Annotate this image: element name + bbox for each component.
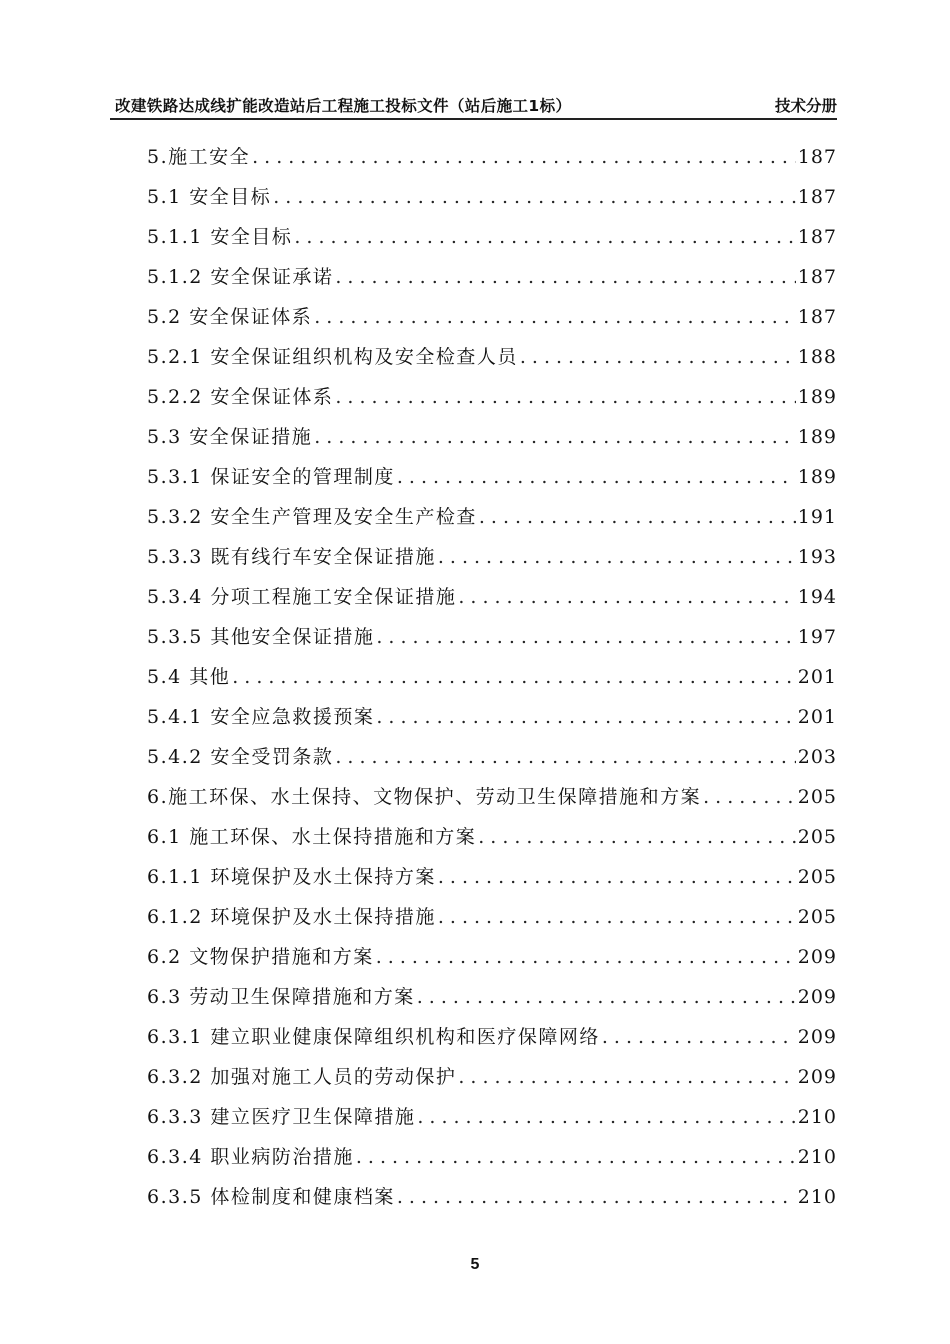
toc-entry-page: 193	[797, 546, 837, 568]
toc-dot-leader	[438, 906, 796, 928]
toc-entry-title: 5.2 安全保证体系	[147, 306, 313, 328]
toc-entry[interactable]	[147, 542, 837, 582]
toc-entry[interactable]	[147, 782, 837, 822]
toc-entry[interactable]	[147, 582, 837, 622]
toc-dot-leader	[273, 186, 795, 208]
toc-dot-leader	[356, 1146, 796, 1168]
toc-entry-page: 187	[797, 226, 837, 248]
toc-dot-leader	[252, 146, 796, 168]
toc-entry[interactable]	[147, 702, 837, 742]
toc-entry[interactable]	[147, 662, 837, 702]
toc-entry[interactable]	[147, 462, 837, 502]
toc-dot-leader	[335, 386, 795, 408]
toc-entry-title: 5.1 安全目标	[147, 186, 272, 208]
toc-dot-leader	[438, 546, 796, 568]
toc-entry[interactable]	[147, 622, 837, 662]
toc-entry-title: 5.3.3 既有线行车安全保证措施	[147, 546, 436, 568]
toc-entry-title: 5.2.1 安全保证组织机构及安全检查人员	[147, 346, 518, 368]
toc-entry[interactable]	[147, 262, 837, 302]
toc-entry-page: 187	[797, 266, 837, 288]
toc-dot-leader	[479, 506, 796, 528]
toc-entry-page: 210	[797, 1106, 837, 1128]
toc-entry-title: 6.3.5 体检制度和健康档案	[147, 1186, 395, 1208]
toc-entry[interactable]	[147, 382, 837, 422]
toc-entry-title: 5.3.1 保证安全的管理制度	[147, 466, 395, 488]
table-of-contents	[147, 142, 837, 1222]
page-number: 5	[470, 1256, 480, 1273]
toc-entry[interactable]	[147, 302, 837, 342]
toc-dot-leader	[458, 586, 795, 608]
toc-dot-leader	[314, 426, 795, 448]
toc-entry[interactable]	[147, 1102, 837, 1142]
toc-entry-page: 189	[797, 466, 837, 488]
toc-entry-page: 197	[797, 626, 837, 648]
toc-entry[interactable]	[147, 862, 837, 902]
toc-entry-page: 205	[797, 866, 837, 888]
toc-entry-page: 201	[797, 666, 837, 688]
toc-entry[interactable]	[147, 742, 837, 782]
toc-entry-page: 187	[797, 146, 837, 168]
toc-dot-leader	[376, 706, 795, 728]
toc-dot-leader	[397, 1186, 796, 1208]
toc-entry[interactable]	[147, 942, 837, 982]
toc-dot-leader	[335, 746, 795, 768]
toc-entry-title: 5.4 其他	[147, 666, 231, 688]
toc-entry-page: 187	[797, 186, 837, 208]
toc-entry[interactable]	[147, 902, 837, 942]
toc-entry-page: 187	[797, 306, 837, 328]
toc-entry-title: 6.2 文物保护措施和方案	[147, 946, 374, 968]
toc-entry-page: 209	[797, 1066, 837, 1088]
volume-label: 技术分册	[774, 97, 837, 115]
toc-entry-title: 6.3.4 职业病防治措施	[147, 1146, 354, 1168]
toc-entry-title: 6.3 劳动卫生保障措施和方案	[147, 986, 415, 1008]
toc-entry[interactable]	[147, 182, 837, 222]
toc-entry-title: 5.1.2 安全保证承诺	[147, 266, 334, 288]
document-title: 改建铁路达成线扩能改造站后工程施工投标文件（站后施工1标）	[115, 97, 572, 115]
toc-entry-page: 205	[797, 786, 837, 808]
toc-entry[interactable]	[147, 342, 837, 382]
toc-entry-page: 205	[797, 906, 837, 928]
toc-dot-leader	[294, 226, 795, 248]
toc-dot-leader	[376, 946, 796, 968]
toc-dot-leader	[335, 266, 795, 288]
toc-entry[interactable]	[147, 142, 837, 182]
toc-entry-page: 201	[797, 706, 837, 728]
toc-entry-page: 189	[797, 386, 837, 408]
toc-dot-leader	[438, 866, 796, 888]
toc-entry-page: 191	[797, 506, 837, 528]
toc-entry-title: 6.3.2 加强对施工人员的劳动保护	[147, 1066, 457, 1088]
toc-entry-page: 210	[797, 1186, 837, 1208]
toc-entry-page: 209	[797, 1026, 837, 1048]
toc-entry-title: 6.1.2 环境保护及水土保持措施	[147, 906, 436, 928]
toc-entry-page: 194	[797, 586, 837, 608]
toc-entry-page: 209	[797, 946, 837, 968]
toc-entry-title: 5.4.2 安全受罚条款	[147, 746, 334, 768]
toc-dot-leader	[314, 306, 795, 328]
toc-entry-title: 5.1.1 安全目标	[147, 226, 293, 248]
toc-entry[interactable]	[147, 822, 837, 862]
toc-dot-leader	[703, 786, 796, 808]
toc-entry-title: 6.1.1 环境保护及水土保持方案	[147, 866, 436, 888]
page-header	[110, 88, 837, 120]
toc-entry-page: 210	[797, 1146, 837, 1168]
toc-dot-leader	[520, 346, 796, 368]
toc-entry-page: 205	[797, 826, 837, 848]
toc-entry-title: 5.4.1 安全应急救援预案	[147, 706, 375, 728]
toc-entry[interactable]	[147, 1062, 837, 1102]
toc-entry-page: 189	[797, 426, 837, 448]
toc-entry-title: 5.2.2 安全保证体系	[147, 386, 334, 408]
toc-entry[interactable]	[147, 982, 837, 1022]
toc-entry[interactable]	[147, 222, 837, 262]
toc-dot-leader	[417, 986, 796, 1008]
toc-dot-leader	[458, 1066, 795, 1088]
toc-dot-leader	[602, 1026, 796, 1048]
toc-entry-title: 6.施工环保、水土保持、文物保护、劳动卫生保障措施和方案	[147, 786, 702, 808]
toc-dot-leader	[478, 826, 795, 848]
toc-entry-title: 6.1 施工环保、水土保持措施和方案	[147, 826, 477, 848]
toc-entry-title: 5.3 安全保证措施	[147, 426, 313, 448]
toc-entry[interactable]	[147, 1182, 837, 1222]
toc-entry-page: 203	[797, 746, 837, 768]
toc-entry-title: 5.施工安全	[147, 146, 251, 168]
toc-entry-page: 209	[797, 986, 837, 1008]
toc-entry-title: 5.3.4 分项工程施工安全保证措施	[147, 586, 457, 608]
toc-dot-leader	[376, 626, 795, 648]
toc-entry[interactable]	[147, 502, 837, 542]
toc-entry[interactable]	[147, 1022, 837, 1062]
toc-entry[interactable]	[147, 1142, 837, 1182]
toc-dot-leader	[232, 666, 795, 688]
toc-entry-title: 5.3.5 其他安全保证措施	[147, 626, 375, 648]
toc-entry-title: 6.3.3 建立医疗卫生保障措施	[147, 1106, 416, 1128]
toc-dot-leader	[417, 1106, 795, 1128]
toc-entry[interactable]	[147, 422, 837, 462]
toc-entry-title: 5.3.2 安全生产管理及安全生产检查	[147, 506, 477, 528]
toc-dot-leader	[397, 466, 796, 488]
toc-entry-title: 6.3.1 建立职业健康保障组织机构和医疗保障网络	[147, 1026, 600, 1048]
toc-entry-page: 188	[797, 346, 837, 368]
